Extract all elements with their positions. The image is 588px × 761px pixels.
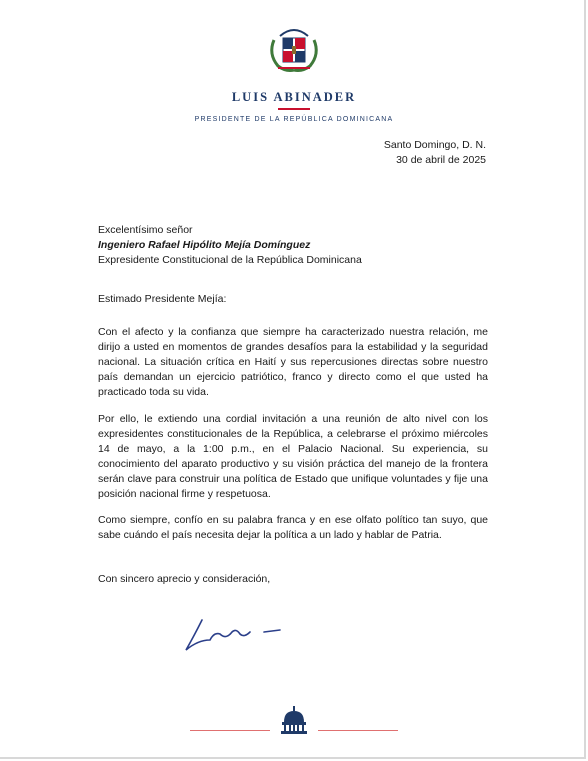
- coat-of-arms-icon: [264, 20, 324, 76]
- sender-title: PRESIDENTE DE LA REPÚBLICA DOMINICANA: [194, 116, 394, 123]
- closing: Con sincero aprecio y consideración,: [98, 573, 271, 585]
- recipient-role: Expresidente Constitucional de la República Dominicana: [98, 254, 362, 266]
- palace-dome-icon: [279, 706, 309, 734]
- body-paragraph-3: Como siempre, confío en su palabra franca y en ese olfato político tan suyo, que sabe cuándo el país necesita dejar la política a un lado y hablar de Patria.: [98, 514, 488, 541]
- footer-line-left: [190, 730, 270, 731]
- place: Santo Domingo, D. N.: [383, 139, 486, 151]
- recipient-honorific: Excelentísimo señor: [98, 224, 193, 236]
- header-divider: [278, 108, 310, 110]
- place-date: [384, 138, 486, 168]
- body-paragraph-1: Con el afecto y la confianza que siempre ha caracterizado nuestra relación, me dirijo a usted en momentos de grandes desafíos para la estabilidad y la seguridad nacional. La situación crítica en Haití y sus repercusiones directas sobre nuestro país demandan un ejercicio patriótico, franco y directo como el que usted ha practicado toda su vida.: [98, 326, 488, 398]
- footer-line-right: [318, 730, 398, 731]
- sender-name: LUIS ABINADER: [231, 90, 357, 104]
- body-paragraph-2: Por ello, le extiendo una cordial invitación a una reunión de alto nivel con los expresidentes constitucionales de la República, a celebrarse el próximo miércoles 14 de mayo, a la 1:00 p.m., en el Palacio Nacional. Su experiencia, su conocimiento del aparato productivo y su visión práctica del manejo de la frontera serán clave para construir una política de Estado que unifique voluntades y fije una posición nacional firme y respetuosa.: [98, 413, 488, 500]
- recipient-block: [98, 223, 362, 268]
- signature-icon: [180, 610, 290, 660]
- date: 30 de abril de 2025: [396, 154, 486, 166]
- salutation: Estimado Presidente Mejía:: [98, 293, 227, 305]
- recipient-name: Ingeniero Rafael Hipólito Mejía Domínguez: [98, 239, 311, 251]
